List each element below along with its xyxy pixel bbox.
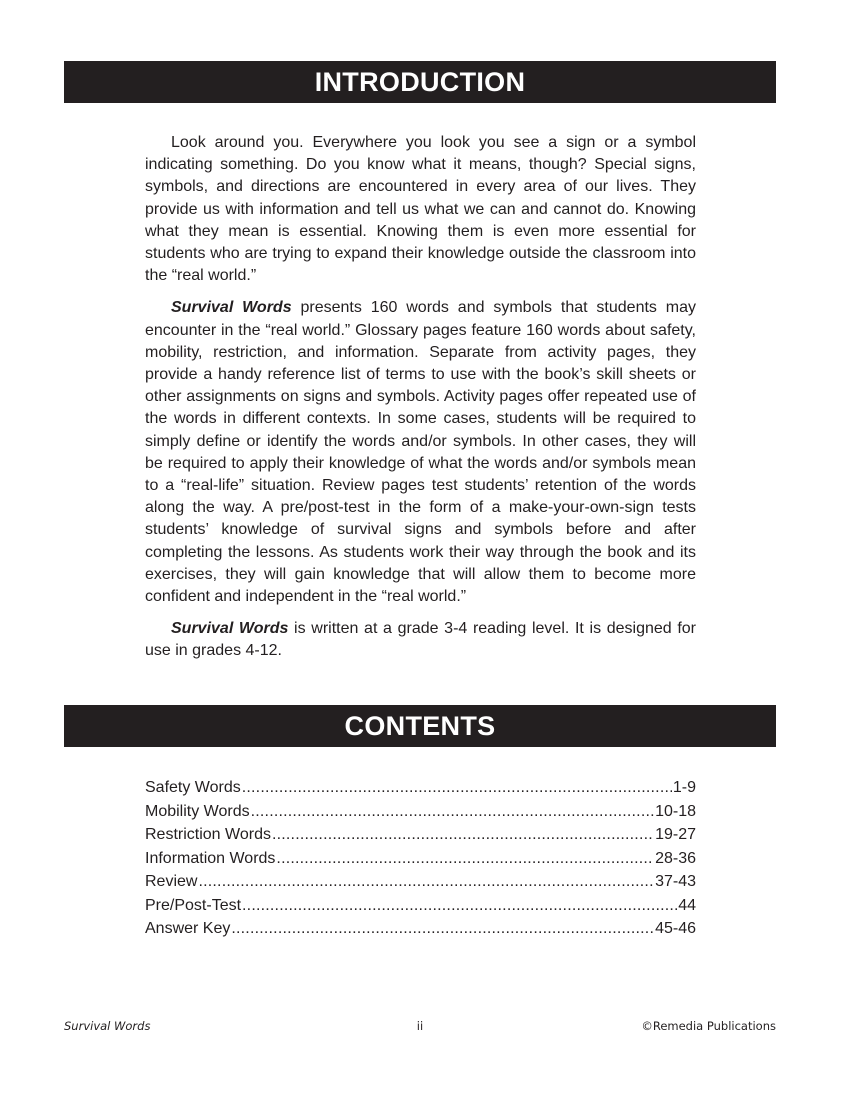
toc-leader-dots (231, 917, 654, 941)
introduction-heading: INTRODUCTION (64, 61, 776, 103)
toc-leader-dots (272, 823, 654, 847)
intro-paragraph-2 (145, 297, 696, 608)
toc-entry-title: Review (145, 873, 198, 890)
toc-leader-dots (276, 847, 654, 871)
toc-leader-dots (242, 894, 677, 918)
toc-entry-answer-key (145, 917, 696, 941)
book-title-emphasis: Survival Words (171, 299, 292, 317)
intro-paragraph-3 (145, 618, 696, 662)
introduction-body (145, 132, 696, 663)
toc-entry-information-words (145, 847, 696, 871)
footer-book-title: Survival Words (64, 1019, 151, 1033)
toc-entry-restriction-words (145, 823, 696, 847)
toc-entry-title: Pre/Post-Test (145, 896, 242, 914)
toc-entry-review (145, 870, 696, 894)
toc-entry-pages: 19-27 (655, 826, 696, 843)
toc-entry-title: Safety Words (145, 779, 241, 796)
toc-entry-pages: 28-36 (655, 849, 696, 867)
toc-entry-pre-post-test (145, 894, 696, 918)
toc-entry-pages: 45-46 (655, 920, 696, 937)
book-title-emphasis: Survival Words (171, 620, 289, 638)
toc-entry-pages: 10-18 (655, 802, 696, 820)
toc-entry-pages: 1-9 (672, 779, 696, 796)
intro-paragraph-2-text: presents 160 words and symbols that students may encounter in the “real world.” Glossary pages feature 160 words about safety, mobility, restriction, and information. Separate from activity pages, they provide a handy reference list of terms to use with the book’s skill sheets or other assignments on signs and symbols. Activity pages offer repeated use of the words in different contexts. In some cases, students will be required to simply define or identify the words and/or symbols. In other cases, they will be required to apply their knowledge of what the words and/or symbols mean to a “real-life” situation. Review pages test students’ retention of the words along the way. A pre/post-test in the form of a make-your-own-sign tests students’ knowledge of survival signs and symbols before and after completing the lessons. As students work their way through the book and its exercises, they will gain knowledge that will allow them to become more confident and independent in the “real world.” (145, 299, 697, 606)
contents-heading: CONTENTS (64, 705, 776, 747)
toc-leader-dots (242, 776, 672, 800)
toc-entry-title: Restriction Words (145, 826, 271, 843)
toc-entry-mobility-words (145, 800, 696, 824)
toc-entry-title: Answer Key (145, 920, 231, 937)
footer-publisher: ©Remedia Publications (641, 1019, 776, 1033)
toc-entry-title: Information Words (145, 849, 276, 867)
toc-entry-title: Mobility Words (145, 802, 250, 820)
page-footer (64, 1019, 776, 1035)
footer-page-number: ii (416, 1019, 424, 1033)
intro-paragraph-3-text: is written at a grade 3-4 reading level. It is designed for use in grades 4-12. (145, 620, 697, 660)
toc-entry-pages: 37-43 (655, 873, 696, 890)
toc-leader-dots (251, 800, 654, 824)
toc-entry-pages: 44 (678, 896, 696, 914)
intro-paragraph-1: Look around you. Everywhere you look you see a sign or a symbol indicating something. Do you know what it means, though? Special signs, symbols, and directions are encountered in every area of our lives. They provide us with information and tell us what we can and cannot do. Knowing what they mean is essential. Knowing them is even more essential for students who are trying to expand their knowledge outside the classroom into the “real world.” (145, 134, 696, 285)
table-of-contents (145, 776, 696, 941)
toc-entry-safety-words (145, 776, 696, 800)
toc-leader-dots (198, 870, 654, 894)
